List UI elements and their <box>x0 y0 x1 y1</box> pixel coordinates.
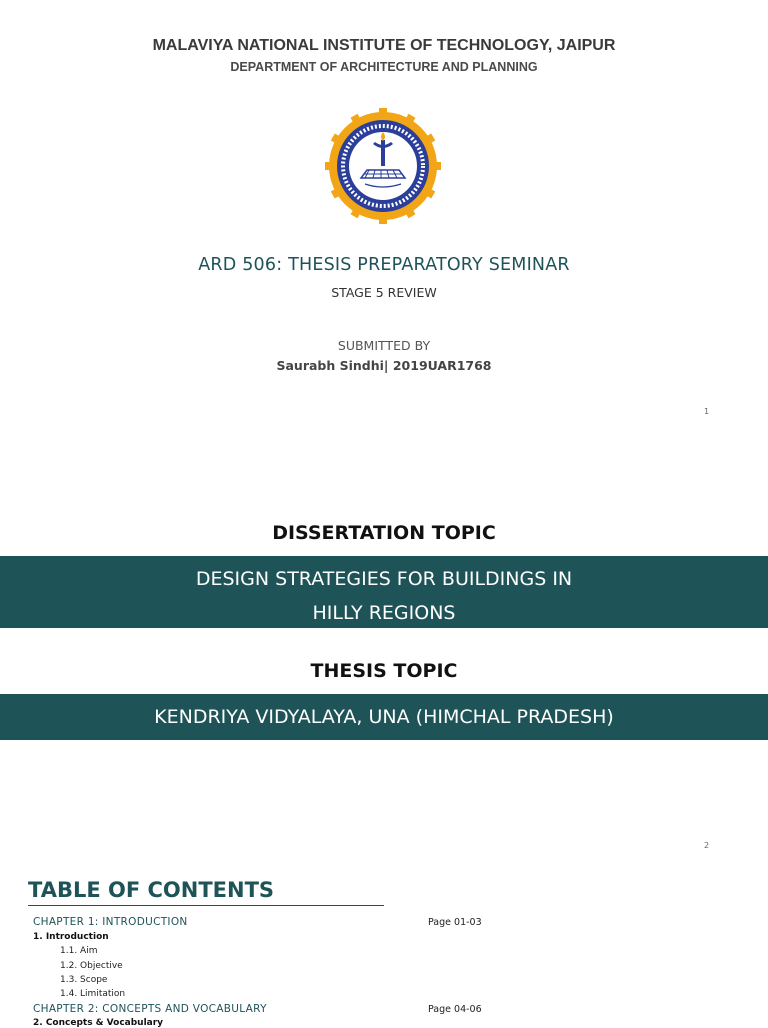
dissertation-topic-band <box>0 556 768 628</box>
dissertation-heading: DISSERTATION TOPIC <box>272 522 496 544</box>
thesis-heading: THESIS TOPIC <box>310 660 458 682</box>
submitted-by-label: SUBMITTED BY <box>337 338 431 353</box>
toc-heading: TABLE OF CONTENTS <box>28 878 275 902</box>
institute-name: MALAVIYA NATIONAL INSTITUTE OF TECHNOLOGY, JAIPUR <box>152 37 616 54</box>
toc-subsection: 1.4. Limitation <box>60 989 126 999</box>
thesis-title: KENDRIYA VIDYALAYA, UNA (HIMCHAL PRADESH) <box>154 706 614 728</box>
toc-subsection: 1.1. Aim <box>60 946 98 956</box>
toc-page-range: Page 04-06 <box>428 1004 482 1015</box>
department-name: DEPARTMENT OF ARCHITECTURE AND PLANNING <box>230 60 538 74</box>
toc-page-range: Page 01-03 <box>428 917 482 928</box>
toc-section: 2. Concepts & Vocabulary <box>33 1018 164 1028</box>
toc-section: 1. Introduction <box>33 932 109 942</box>
stage-label: STAGE 5 REVIEW <box>331 285 437 300</box>
student-name-id: Saurabh Sindhi| 2019UAR1768 <box>276 358 492 373</box>
course-title: ARD 506: THESIS PREPARATORY SEMINAR <box>198 255 570 275</box>
page-number: 1 <box>704 407 710 416</box>
toc-subsection: 1.3. Scope <box>60 975 108 985</box>
toc-subsection: 1.2. Objective <box>60 961 123 971</box>
toc-chapter-title: CHAPTER 1: INTRODUCTION <box>33 916 188 928</box>
thesis-topic-band <box>0 694 768 740</box>
dissertation-title-line: DESIGN STRATEGIES FOR BUILDINGS IN <box>195 568 573 590</box>
toc-divider <box>28 905 384 906</box>
dissertation-title-line: HILLY REGIONS <box>312 602 456 624</box>
toc-chapter-title: CHAPTER 2: CONCEPTS AND VOCABULARY <box>33 1003 267 1015</box>
mnit-emblem-icon <box>325 108 441 224</box>
page-number: 2 <box>704 841 710 850</box>
